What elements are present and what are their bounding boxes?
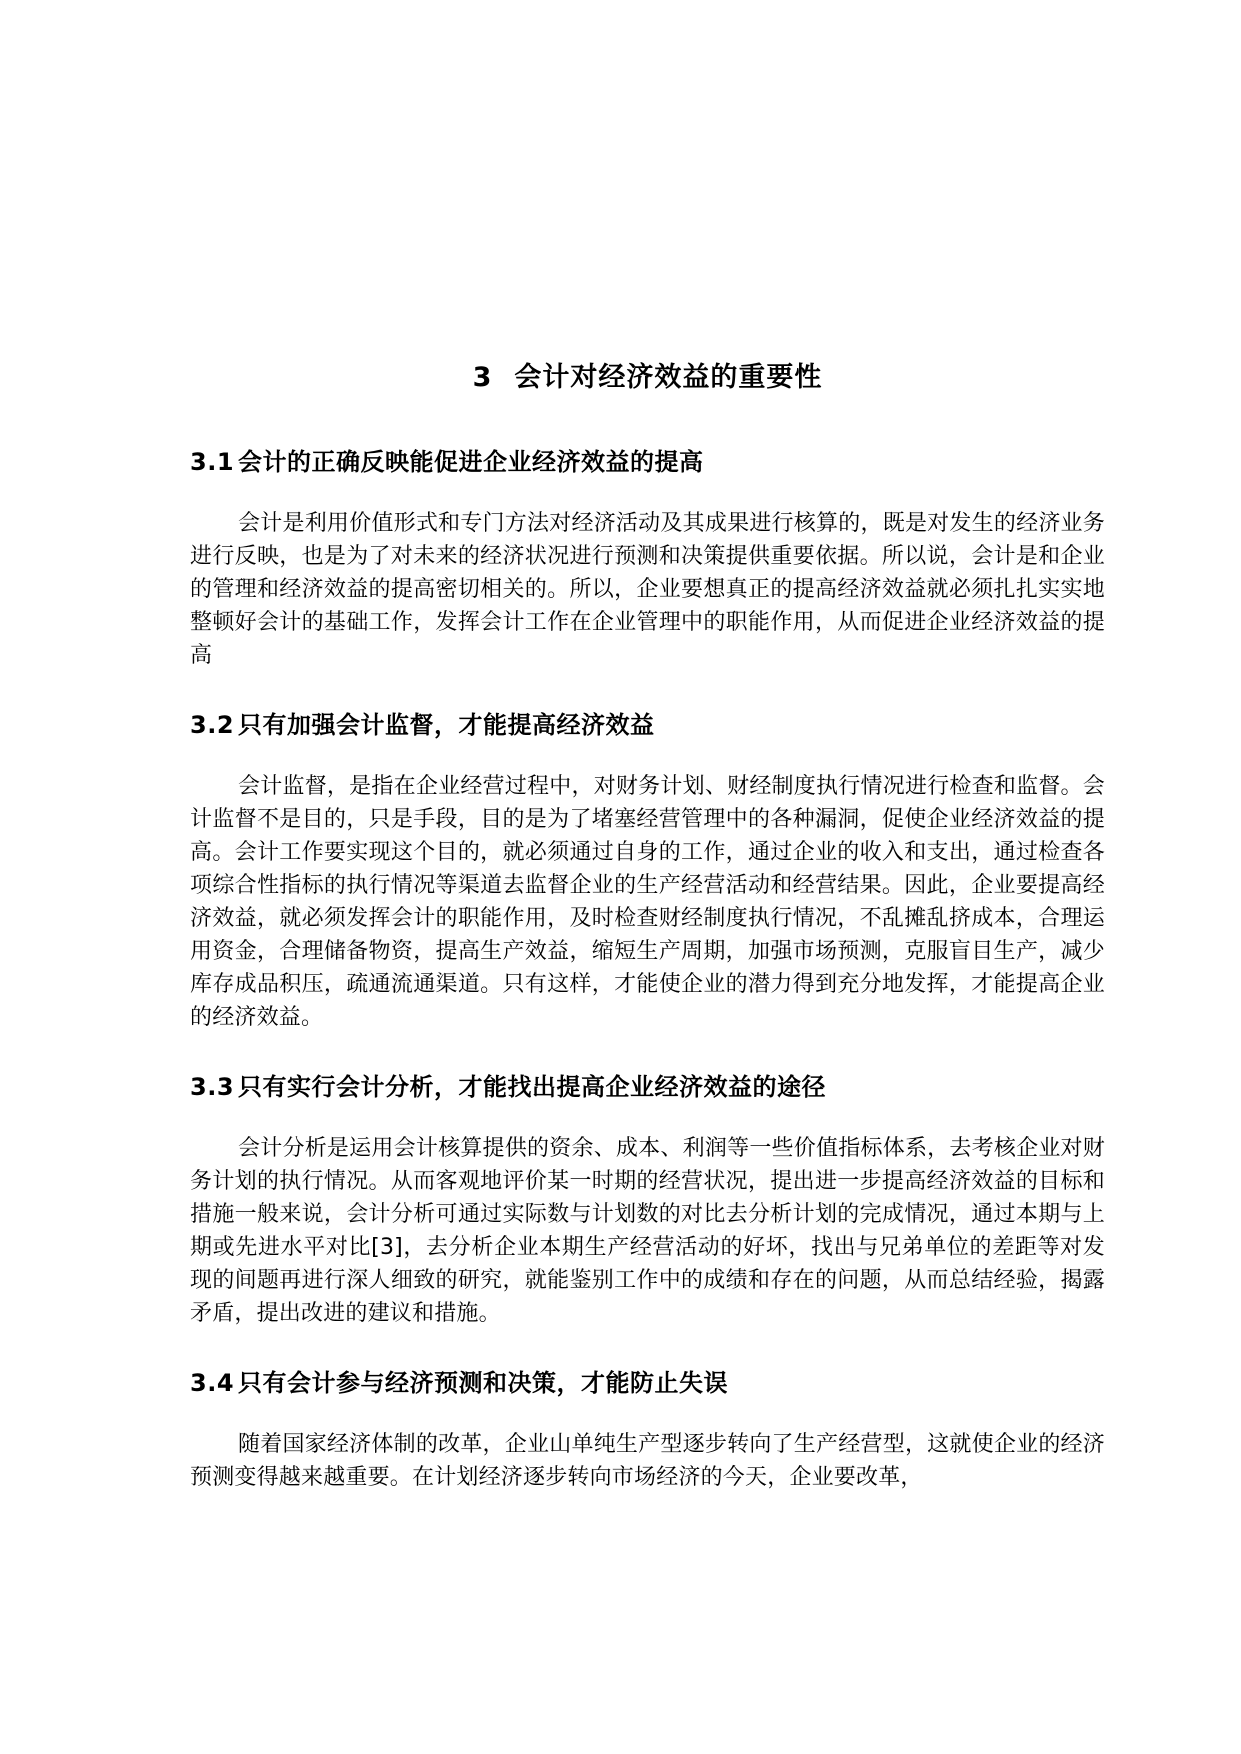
section-paragraph: 会计是利用价值形式和专门方法对经济活动及其成果进行核算的，既是对发生的经济业务进行反映，也是为了对未来的经济状况进行预测和决策提供重要依据。所以说，会计是和企业的管理和经济效益的提高密切相关的。所以，企业要想真正的提高经济效益就必须扎扎实实地整顿好会计的基础工作，发挥会计工作在企业管理中的职能作用，从而促进企业经济效益的提高 bbox=[190, 511, 1105, 668]
section-paragraph: 会计分析是运用会计核算提供的资余、成本、利润等一些价值指标体系，去考核企业对财务计划的执行情况。从而客观地评价某一时期的经营状况，提出进一步提高经济效益的目标和措施一般来说，会计分析可通过实际数与计划数的对比去分析计划的完成情况，通过本期与上期或先进水平对比[3]，去分析企业本期生产经营活动的好坏，找出与兄弟单位的差距等对发现的间题再进行深人细致的研究，就能鉴别工作中的成绩和存在的问题，从而总结经验，揭露矛盾，提出改进的建议和措施。 bbox=[190, 1136, 1105, 1326]
section-title-text: 会计的正确反映能促进企业经济效益的提高 bbox=[238, 448, 704, 476]
section-paragraph: 会计监督，是指在企业经营过程中，对财务计划、财经制度执行情况进行检查和监督。会计监督不是目的，只是手段，目的是为了堵塞经营管理中的各种漏洞，促使企业经济效益的提高。会计工作要实现这个目的，就必须通过自身的工作，通过企业的收入和支出，通过检查各项综合性指标的执行情况等渠道去监督企业的生产经营活动和经营结果。因此，企业要提高经济效益，就必须发挥会计的职能作用，及时检查财经制度执行情况，不乱摊乱挤成本，合理运用资金，合理储备物资，提高生产效益，缩短生产周期，加强市场预测，克服盲目生产，减少库存成品积压，疏通流通渠道。只有这样，才能使企业的潜力得到充分地发挥，才能提高企业的经济效益。 bbox=[190, 774, 1105, 1030]
document-page bbox=[190, 355, 1105, 1527]
section-number: 3.1 bbox=[190, 448, 235, 476]
section-3-1 bbox=[190, 442, 1105, 672]
chapter-title bbox=[190, 355, 1105, 394]
section-3-2 bbox=[190, 705, 1105, 1034]
section-number: 3.4 bbox=[190, 1369, 235, 1397]
section-paragraph: 随着国家经济体制的改革，企业山单纯生产型逐步转向了生产经营型，这就使企业的经济预测变得越来越重要。在计划经济逐步转向市场经济的今天，企业要改革， bbox=[190, 1432, 1105, 1490]
section-title-text: 只有会计参与经济预测和决策，才能防止失误 bbox=[238, 1369, 729, 1397]
section-number: 3.2 bbox=[190, 711, 235, 739]
section-title-text: 只有加强会计监督，才能提高经济效益 bbox=[238, 711, 655, 739]
section-title bbox=[190, 1067, 1105, 1102]
section-title bbox=[190, 1363, 1105, 1398]
section-title bbox=[190, 705, 1105, 740]
section-title bbox=[190, 442, 1105, 477]
chapter-number: 3 bbox=[472, 362, 493, 393]
chapter-title-text: 会计对经济效益的重要性 bbox=[514, 362, 823, 393]
section-3-4 bbox=[190, 1363, 1105, 1494]
section-title-text: 只有实行会计分析，才能找出提高企业经济效益的途径 bbox=[238, 1073, 827, 1101]
section-number: 3.3 bbox=[190, 1073, 235, 1101]
section-3-3 bbox=[190, 1067, 1105, 1330]
